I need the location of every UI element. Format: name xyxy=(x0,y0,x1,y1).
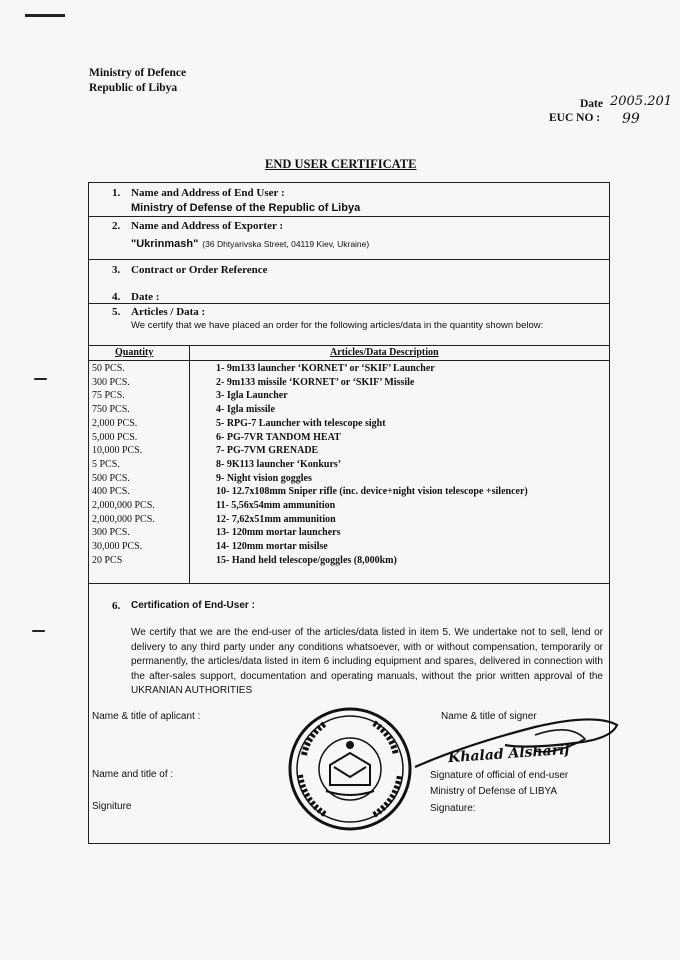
signiture-label: Signiture xyxy=(92,801,132,812)
exporter-address: (36 Dhtyarivska Street, 04119 Kiev, Ukraine) xyxy=(202,239,370,249)
table-row-description: 14- 120mm mortar misilse xyxy=(216,541,328,553)
table-row-description: 11- 5,56x54mm ammunition xyxy=(216,500,336,511)
table-header-description: Articles/Data Description xyxy=(330,347,439,358)
signer-label: Name & title of signer xyxy=(441,711,537,722)
divider-5 xyxy=(88,360,610,361)
divider-3 xyxy=(88,303,610,304)
exporter-value xyxy=(131,234,369,252)
handwritten-signature-strokes xyxy=(385,705,625,775)
table-row-quantity: 500 PCS. xyxy=(92,472,130,484)
table-row-quantity: 5,000 PCS. xyxy=(92,431,138,443)
table-row-description: 5- RPG-7 Launcher with telescope sight xyxy=(216,417,386,429)
table-row-quantity: 20 PCS xyxy=(92,554,123,566)
official-line-1: Signature of official of end-user xyxy=(430,770,569,781)
table-row-description: 2- 9m133 missile ‘KORNET’ or ‘SKIF’ Missile xyxy=(216,376,415,388)
page-title: END USER CERTIFICATE xyxy=(265,157,417,171)
certification-text: We certify that we are the end-user of the articles/data listed in item 5. We undertake not to sell, lend or delivery to any third party under any conditions whatsoever, with or without compensation, temporarily or permanently, the articles/data listed in item 6 including equipment and spares, delivered in connection with the after-sales support, documentation and operating manuals, without the prior written approval of the UKRANIAN AUTHORITIES xyxy=(131,627,603,697)
section-1-number: 1. xyxy=(112,187,121,199)
handwritten-signer-name: Khalad Alsharif xyxy=(447,741,571,767)
table-row-quantity: 300 PCS. xyxy=(92,527,130,539)
table-row-description: 1- 9m133 launcher ‘KORNET’ or ‘SKIF’ Launcher xyxy=(216,363,435,374)
org-line-1: Ministry of Defence xyxy=(89,67,187,79)
table-row-description: 15- Hand held telescope/goggles (8,000km) xyxy=(216,554,397,566)
frame-left xyxy=(88,182,89,844)
official-line-2: Ministry of Defense of LIBYA xyxy=(430,786,558,797)
table-row-description: 7- PG-7VM GRENADE xyxy=(216,445,319,457)
end-user-value: Ministry of Defense of the Republic of Libya xyxy=(131,202,361,214)
scan-mark-left-1 xyxy=(34,378,47,380)
table-row-description: 12- 7,62x51mm ammunition xyxy=(216,513,336,525)
euc-label: EUC NO : xyxy=(549,112,601,124)
divider-2 xyxy=(88,259,610,260)
signature-label: Signature: xyxy=(430,803,476,814)
table-row-quantity: 75 PCS. xyxy=(92,390,125,402)
table-row-description: 6- PG-7VR TANDOM HEAT xyxy=(216,431,341,443)
section-5-number: 5. xyxy=(112,306,121,318)
divider-4 xyxy=(88,345,610,346)
table-row-quantity: 10,000 PCS. xyxy=(92,445,143,457)
section-3-number: 3. xyxy=(112,264,121,276)
section-3-label: Contract or Order Reference xyxy=(131,264,268,276)
frame-bottom xyxy=(88,843,610,844)
table-row-quantity: 50 PCS. xyxy=(92,363,125,374)
applicant-label: Name & title of aplicant : xyxy=(92,711,201,722)
name-title-of-label: Name and title of : xyxy=(92,769,174,780)
table-col-divider xyxy=(189,345,190,583)
table-row-quantity: 750 PCS. xyxy=(92,404,130,416)
section-2-label: Name and Address of Exporter : xyxy=(131,220,284,232)
section-2-number: 2. xyxy=(112,220,121,232)
section-4-label: Date : xyxy=(131,291,160,303)
section-6-number: 6. xyxy=(112,600,121,612)
date-value: 2005.201 xyxy=(610,94,673,109)
section-1-label: Name and Address of End User : xyxy=(131,187,285,199)
section-4-number: 4. xyxy=(112,291,121,303)
exporter-name: "Ukrinmash" xyxy=(131,238,199,250)
scan-mark-top xyxy=(25,14,65,17)
table-row-quantity: 300 PCS. xyxy=(92,376,130,388)
table-row-description: 4- Igla missile xyxy=(216,404,275,416)
table-row-quantity: 30,000 PCS. xyxy=(92,541,143,553)
table-row-description: 3- Igla Launcher xyxy=(216,390,288,402)
table-row-description: 10- 12.7x108mm Sniper rifle (inc. device+night vision telescope +silencer) xyxy=(216,486,528,498)
scan-mark-left-2 xyxy=(32,630,45,632)
section-6-label: Certification of End-User : xyxy=(131,600,255,611)
table-row-quantity: 2,000,000 PCS. xyxy=(92,513,155,525)
divider-6 xyxy=(88,583,610,584)
table-row-quantity: 5 PCS. xyxy=(92,458,120,470)
divider-1 xyxy=(88,216,610,217)
table-header-quantity: Quantity xyxy=(115,347,154,358)
table-row-quantity: 2,000 PCS. xyxy=(92,417,138,429)
section-5-label: Articles / Data : xyxy=(131,306,206,318)
table-row-quantity: 400 PCS. xyxy=(92,486,130,498)
table-row-quantity: 2,000,000 PCS. xyxy=(92,500,155,511)
org-line-2: Republic of Libya xyxy=(89,82,178,94)
euc-value: 99 xyxy=(622,111,640,127)
table-row-description: 13- 120mm mortar launchers xyxy=(216,527,341,539)
date-label: Date xyxy=(580,98,603,110)
frame-top xyxy=(88,182,610,183)
table-row-description: 9- Night vision goggles xyxy=(216,472,312,484)
table-row-description: 8- 9K113 launcher ‘Konkurs’ xyxy=(216,458,342,470)
section-5-text: We certify that we have placed an order for the following articles/data in the quantity shown below: xyxy=(131,320,544,331)
